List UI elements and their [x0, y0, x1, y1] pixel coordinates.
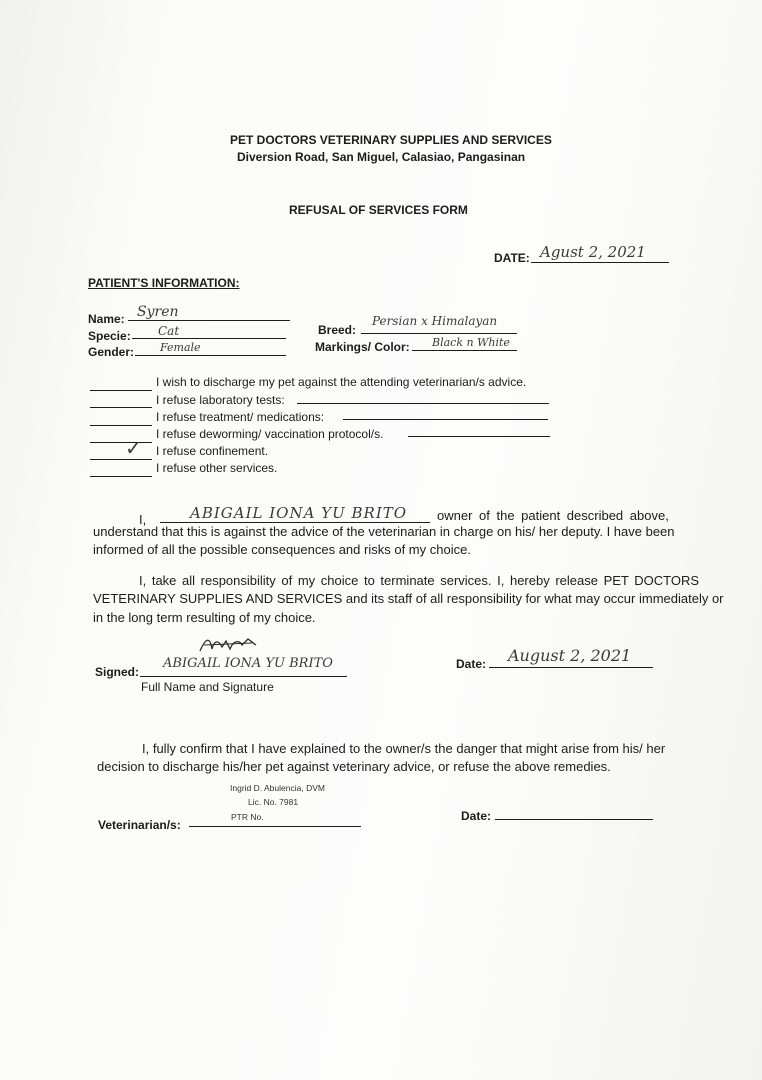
markings-line	[412, 350, 517, 351]
check-item-text: I wish to discharge my pet against the attending veterinarian/s advice.	[156, 375, 527, 389]
gender-value: Female	[160, 341, 201, 354]
breed-label: Breed:	[318, 323, 357, 337]
signature-caption: Full Name and Signature	[141, 680, 274, 694]
breed-value: Persian x Himalayan	[372, 314, 498, 328]
name-line	[128, 320, 290, 321]
owner-prefix: I,	[139, 512, 147, 527]
owner-line1: owner of the patient described above,	[437, 508, 669, 523]
check-item-text: I refuse confinement.	[156, 444, 269, 458]
vet-stamp-ptr: PTR No.	[231, 812, 264, 822]
form-title: REFUSAL OF SERVICES FORM	[289, 203, 468, 217]
vet-sign-label: Veterinarian/s:	[98, 818, 181, 832]
check-fill-line	[408, 436, 550, 437]
gender-label: Gender:	[88, 345, 135, 359]
check-item-text: I refuse other services.	[156, 461, 278, 475]
check-line	[90, 407, 152, 408]
vet-stamp-license: Lic. No. 7981	[248, 797, 299, 807]
date-label: DATE:	[494, 251, 530, 265]
date-line	[531, 262, 669, 263]
owner-name-line	[160, 522, 430, 523]
markings-value: Black n White	[432, 336, 510, 349]
release-line2: VETERINARY SUPPLIES AND SERVICES and its staff of all responsibility for what may occur immediately or	[93, 591, 724, 606]
check-line	[90, 390, 152, 391]
vet-date-line	[495, 819, 653, 820]
breed-line	[361, 333, 517, 334]
vet-stamp-name: Ingrid D. Abulencia, DVM	[230, 783, 325, 793]
date-value: Agust 2, 2021	[540, 243, 646, 261]
release-line3: in the long term resulting of my choice.	[93, 610, 316, 625]
vet-line1: I, fully confirm that I have explained to the owner/s the danger that might arise from his/ her	[142, 741, 666, 756]
check-line	[90, 425, 152, 426]
patient-section-title: PATIENT'S INFORMATION:	[88, 276, 240, 290]
gender-line	[135, 355, 286, 356]
check-line	[90, 442, 152, 443]
signed-line	[140, 676, 347, 677]
sign-date-label: Date:	[456, 657, 487, 671]
vet-date-label: Date:	[461, 809, 492, 823]
specie-value: Cat	[158, 324, 180, 338]
check-item-text: I refuse treatment/ medications:	[156, 410, 325, 424]
vet-sign-line	[189, 826, 361, 827]
company-name: PET DOCTORS VETERINARY SUPPLIES AND SERVICES	[230, 133, 552, 147]
check-mark-icon: ✓	[125, 436, 142, 460]
specie-label: Specie:	[88, 329, 131, 343]
company-address: Diversion Road, San Miguel, Calasiao, Pangasinan	[237, 150, 526, 164]
signed-label: Signed:	[95, 665, 139, 679]
name-label: Name:	[88, 312, 125, 326]
check-line	[90, 459, 152, 460]
name-value: Syren	[137, 304, 179, 320]
vet-line2: decision to discharge his/her pet against veterinary advice, or refuse the above remedies.	[97, 759, 611, 774]
specie-line	[132, 338, 286, 339]
check-item-text: I refuse deworming/ vaccination protocol/s.	[156, 427, 384, 441]
check-fill-line	[343, 419, 548, 420]
owner-line3: informed of all the possible consequences and risks of my choice.	[93, 542, 471, 557]
release-line1: I, take all responsibility of my choice to terminate services. I, hereby release PET DOCTORS	[139, 573, 700, 588]
signed-value: ABIGAIL IONA YU BRITO	[163, 656, 333, 671]
sign-date-value: August 2, 2021	[508, 646, 632, 665]
owner-line2: understand that this is against the advice of the veterinarian in charge on his/ her deputy. I have been	[93, 524, 675, 539]
sign-date-line	[489, 667, 653, 668]
check-line	[90, 476, 152, 477]
markings-label: Markings/ Color:	[315, 340, 410, 354]
check-item-text: I refuse laboratory tests:	[156, 393, 285, 407]
check-fill-line	[297, 403, 549, 404]
owner-name-value: ABIGAIL IONA YU BRITO	[190, 504, 408, 522]
